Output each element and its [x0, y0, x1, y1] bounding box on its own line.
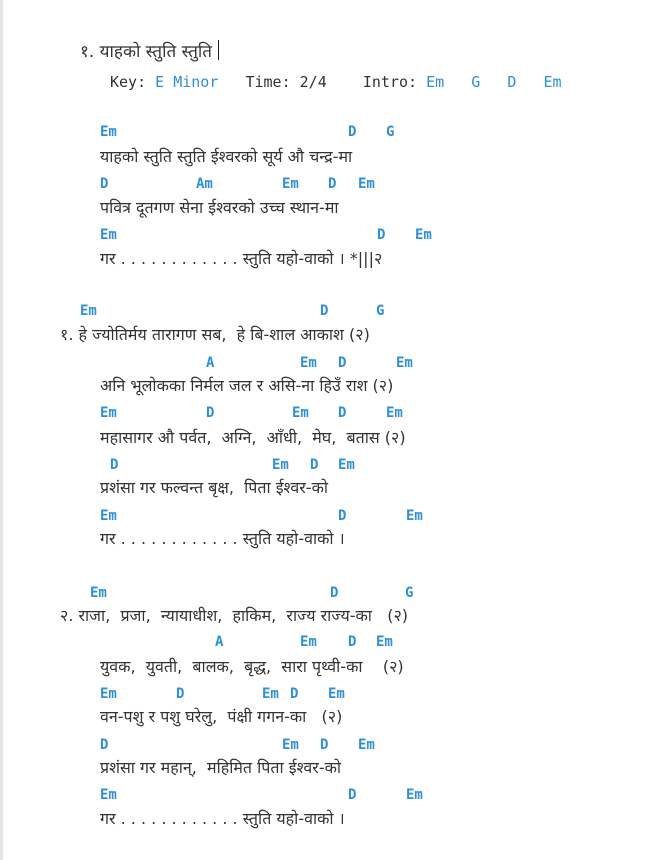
chord: D [176, 686, 185, 702]
lyric-line: याहको स्तुति स्तुति ईश्वरको सूर्य औ चन्द्र-मा [100, 147, 353, 166]
chord: D [348, 124, 357, 140]
time-value: 2/4 [299, 73, 327, 91]
intro-chord: Em [543, 73, 562, 91]
chord: A [215, 634, 224, 650]
intro-chord: Em [426, 73, 445, 91]
chord: D [338, 355, 347, 371]
chord: Em [406, 787, 423, 803]
chord: Em [80, 303, 97, 319]
lyric-line: १. हे ज्योतिर्मय तारागण सब, हे बि-शाल आकाश (२) [60, 325, 370, 344]
intro-chord: D [507, 73, 517, 91]
lyric-line: गर . . . . . . . . . . . . स्तुति यहो-वाको । [100, 809, 345, 828]
chord: D [310, 457, 319, 473]
chord: G [376, 303, 385, 319]
chord: Am [196, 176, 213, 192]
chord: D [338, 508, 347, 524]
chord: Em [338, 457, 355, 473]
lyric-line: प्रशंसा गर महान्, महिमित पिता ईश्वर-को [100, 758, 342, 777]
lyric-line: वन-पशु र पशु घरेलु, पंक्षी गगन-का (२) [100, 707, 343, 726]
chord: D [348, 634, 357, 650]
chord: D [110, 457, 119, 473]
text-cursor [218, 40, 219, 60]
lyric-line: अनि भूलोकका निर्मल जल र असि-ना हिउँ राश (२) [100, 376, 394, 395]
intro-label: Intro: [362, 73, 418, 91]
chord: G [405, 585, 414, 601]
chord: D [206, 405, 215, 421]
chord: Em [358, 737, 375, 753]
chord: D [320, 303, 329, 319]
lyric-line: गर . . . . . . . . . . . . स्तुति यहो-वाको । [100, 529, 345, 548]
chord: D [320, 737, 329, 753]
chord: D [100, 176, 109, 192]
chord: D [290, 686, 299, 702]
chord: D [330, 585, 339, 601]
chord: Em [282, 176, 299, 192]
chord: Em [100, 405, 117, 421]
chord: Em [100, 787, 117, 803]
chord: Em [376, 634, 393, 650]
chord: D [328, 176, 337, 192]
chord: Em [386, 405, 403, 421]
chord: Em [292, 405, 309, 421]
chord: Em [415, 227, 432, 243]
chord: A [206, 355, 215, 371]
chord: Em [406, 508, 423, 524]
chord: Em [300, 634, 317, 650]
chord: Em [100, 124, 117, 140]
chord: Em [262, 686, 279, 702]
intro-chord: G [471, 73, 481, 91]
lyric-line: युवक, युवती, बालक, बृद्ध, सारा पृथ्वी-का (२) [100, 657, 404, 676]
lyric-line: २. राजा, प्रजा, न्यायाधीश, हाकिम, राज्य राज्य-का (२) [60, 606, 409, 625]
chord: D [377, 227, 386, 243]
chord: G [386, 124, 395, 140]
chord: Em [282, 737, 299, 753]
chord: Em [100, 227, 117, 243]
key-label: Key: [110, 73, 147, 91]
chord: D [338, 405, 347, 421]
song-meta [110, 72, 562, 92]
chord: Em [300, 355, 317, 371]
lyric-line: प्रशंसा गर फल्वन्त बृक्ष, पिता ईश्वर-को [100, 478, 328, 497]
chord: Em [90, 585, 107, 601]
lyric-line: पवित्र दूतगण सेना ईश्वरको उच्च स्थान-मा [100, 198, 339, 217]
lyric-line: गर . . . . . . . . . . . . स्तुति यहो-वाको । *|||२ [100, 249, 383, 268]
key-value: E Minor [155, 73, 219, 91]
lyric-line: महासागर औ पर्वत, अग्नि, आँधी, मेघ, बतास (२) [100, 428, 406, 447]
chord: Em [358, 176, 375, 192]
chord: Em [100, 508, 117, 524]
time-label: Time: [245, 73, 291, 91]
song-title [80, 40, 219, 64]
song-title-text: १. याहको स्तुति स्तुति [80, 42, 212, 62]
chord: Em [272, 457, 289, 473]
chord: D [348, 787, 357, 803]
chord: Em [328, 686, 345, 702]
chord: Em [100, 686, 117, 702]
chord: D [100, 737, 109, 753]
page-left-border [0, 0, 3, 860]
chord: Em [396, 355, 413, 371]
